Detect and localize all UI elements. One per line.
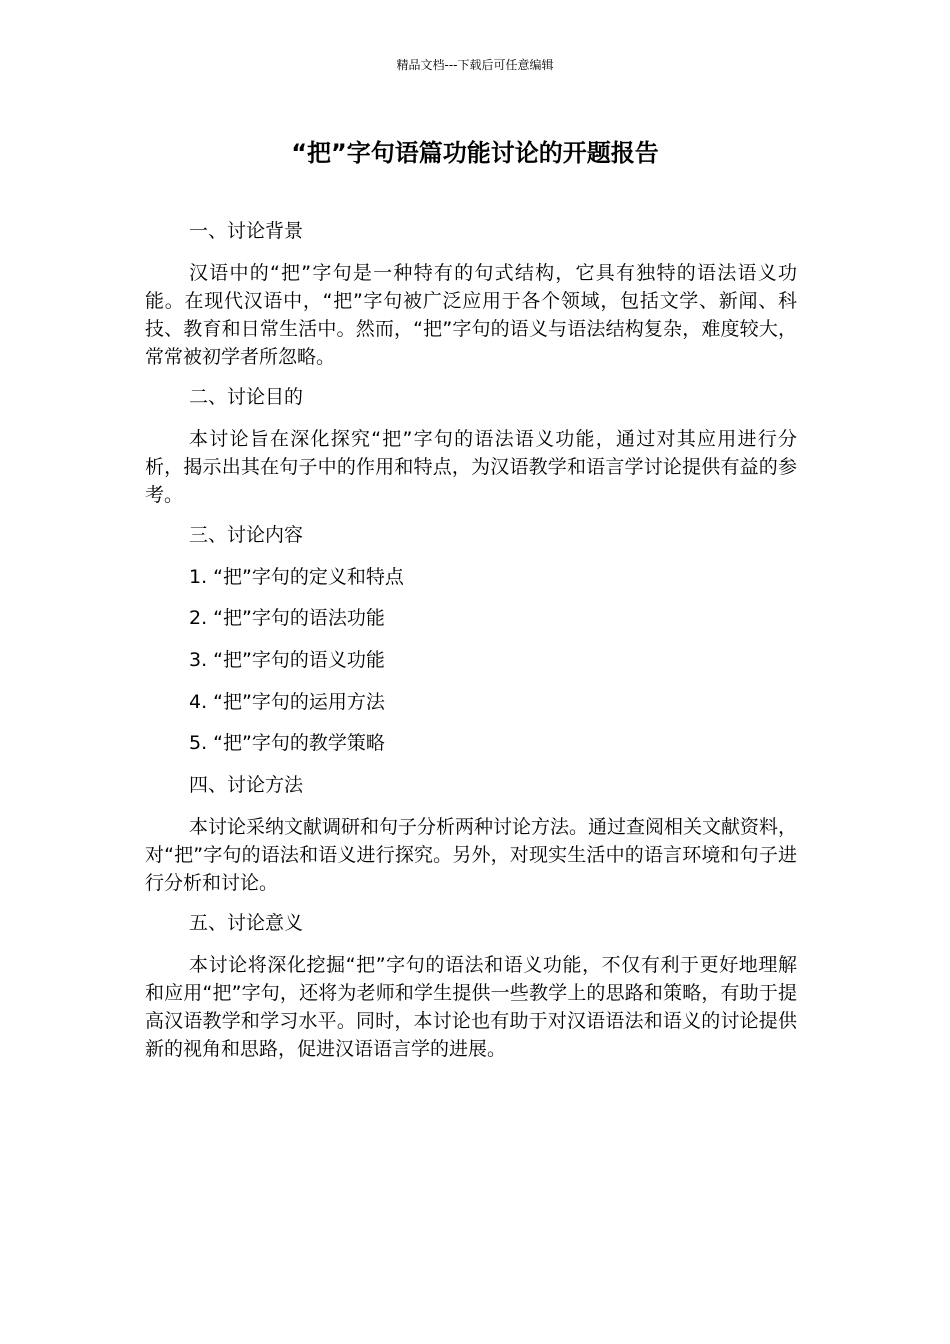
paragraph-method: 本讨论采纳文献调研和句子分析两种讨论方法。通过查阅相关文献资料，对“把”字句的语法和语义进行探究。另外，对现实生活中的语言环境和句子进行分析和讨论。 <box>145 816 798 894</box>
paragraph-significance: 本讨论将深化挖掘“把”字句的语法和语义功能，不仅有利于更好地理解和应用“把”字句，还将为老师和学生提供一些教学上的思路和策略，有助于提高汉语教学和学习水平。同时，本讨论也有助于对汉语语法和语义的讨论提供新的视角和思路，促进汉语语言学的进展。 <box>145 954 797 1060</box>
section-heading-method: 四、讨论方法 <box>189 774 304 796</box>
section-heading-content: 三、讨论内容 <box>189 524 304 546</box>
page-header: 精品文档---下载后可任意编辑 <box>396 58 554 72</box>
document-title: “把”字句语篇功能讨论的开题报告 <box>291 139 659 167</box>
content-list-item: 3. “把”字句的语义功能 <box>189 649 385 671</box>
content-list-item: 2. “把”字句的语法功能 <box>189 607 385 629</box>
paragraph-background: 汉语中的“把”字句是一种特有的句式结构，它具有独特的语法语义功能。在现代汉语中，“把”字句被广泛应用于各个领域，包括文学、新闻、科技、教育和日常生活中。然而，“把”字句的语义与语法结构复杂，难度较大，常常被初学者所忽略。 <box>145 262 797 368</box>
content-list-item: 4. “把”字句的运用方法 <box>189 691 385 713</box>
content-list-item: 5. “把”字句的教学策略 <box>189 732 385 754</box>
content-list-item: 1. “把”字句的定义和特点 <box>189 566 404 588</box>
section-heading-purpose: 二、讨论目的 <box>189 386 304 408</box>
paragraph-purpose: 本讨论旨在深化探究“把”字句的语法语义功能，通过对其应用进行分析，揭示出其在句子中的作用和特点，为汉语教学和语言学讨论提供有益的参考。 <box>145 428 797 506</box>
section-heading-background: 一、讨论背景 <box>189 220 304 242</box>
section-heading-significance: 五、讨论意义 <box>189 912 304 934</box>
